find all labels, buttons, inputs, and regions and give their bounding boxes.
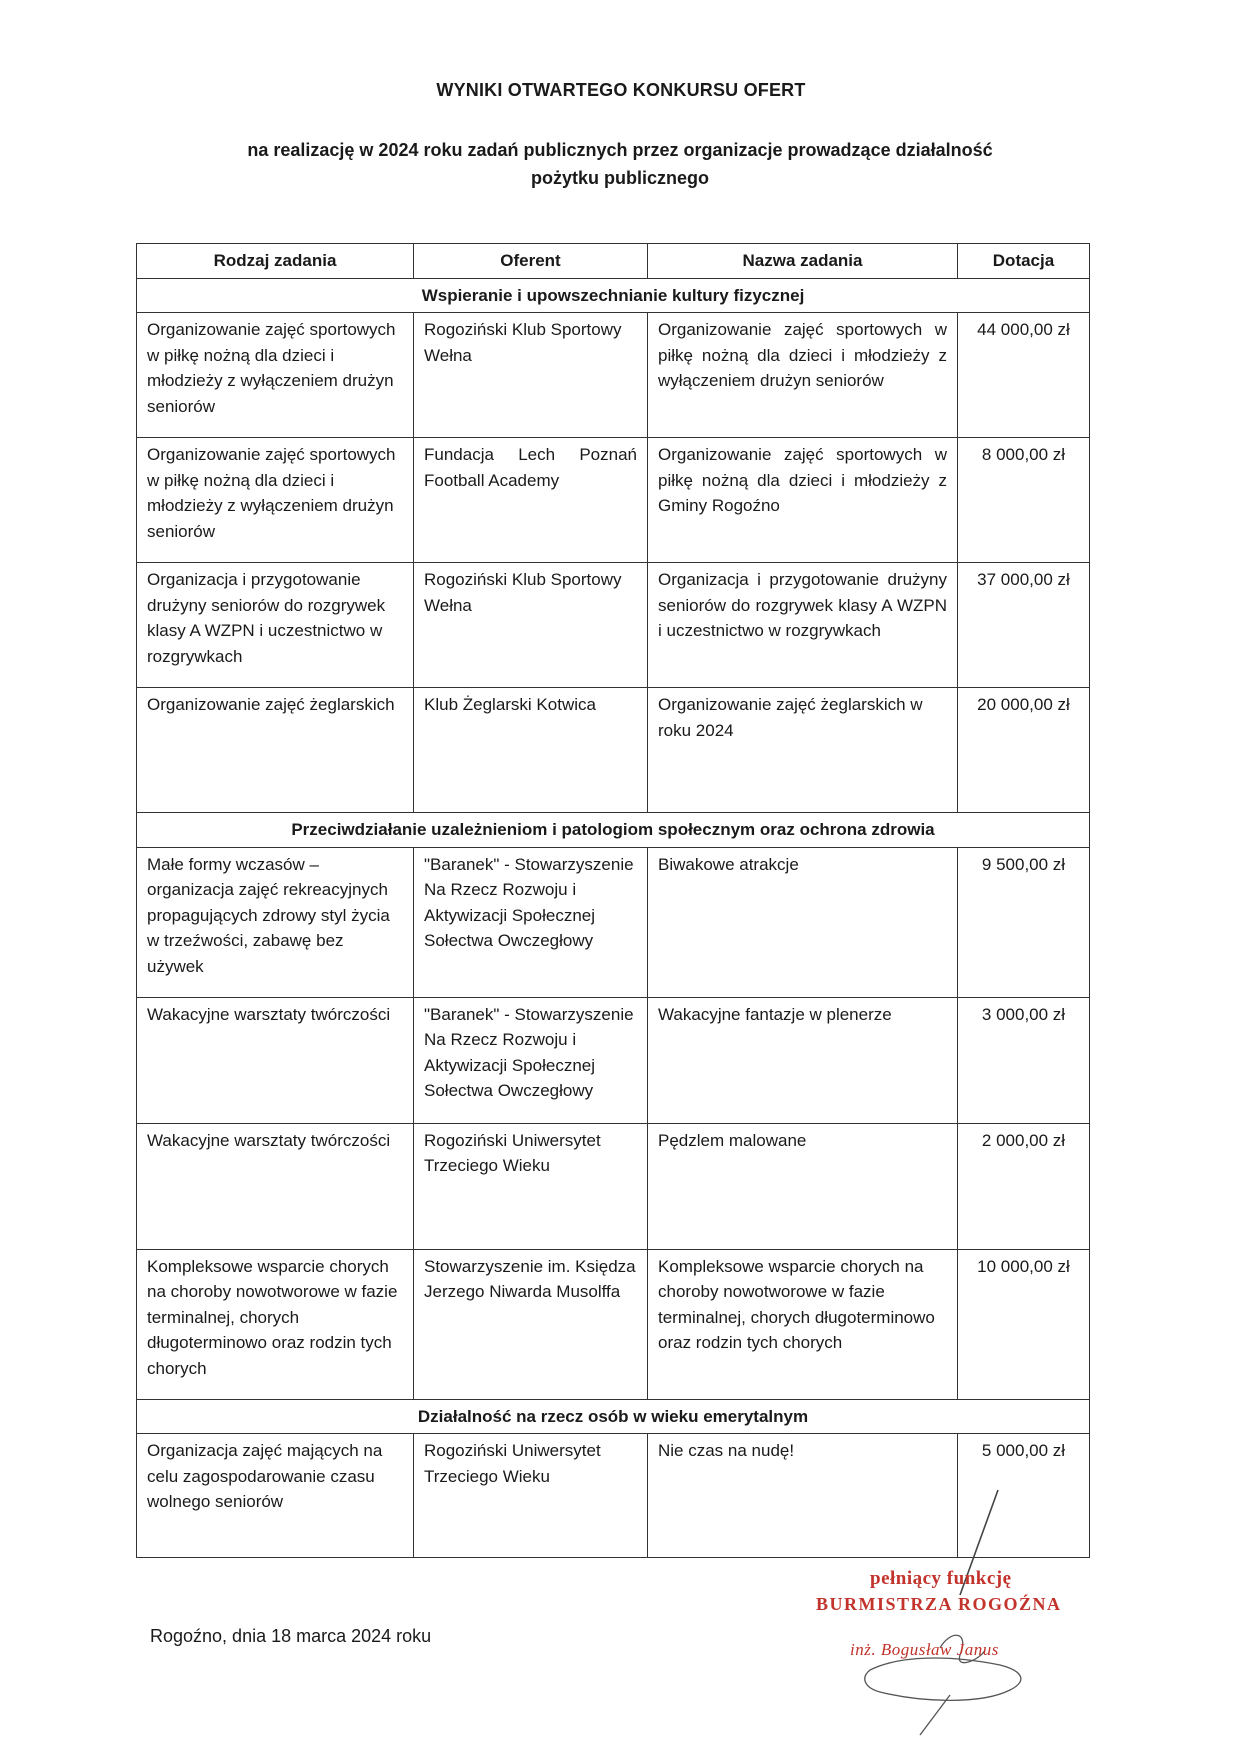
cell-dotacja: 20 000,00 zł <box>958 688 1090 813</box>
cell-oferent: Stowarzyszenie im. Księdza Jerzego Niwarda Musolffa <box>414 1249 648 1399</box>
section-title: Działalność na rzecz osób w wieku emerytalnym <box>137 1399 1090 1434</box>
header-nazwa: Nazwa zadania <box>648 244 958 279</box>
cell-rodzaj: Organizacja zajęć mających na celu zagospodarowanie czasu wolnego seniorów <box>137 1434 414 1558</box>
cell-oferent: "Baranek" - Stowarzyszenie Na Rzecz Rozwoju i Aktywizacji Społecznej Sołectwa Owczegłowy <box>414 997 648 1123</box>
cell-dotacja: 44 000,00 zł <box>958 313 1090 438</box>
table-row <box>137 563 1090 688</box>
cell-nazwa: Organizowanie zajęć sportowych w piłkę nożną dla dzieci i młodzieży z wyłączeniem drużyn seniorów <box>648 313 958 438</box>
cell-dotacja: 3 000,00 zł <box>958 997 1090 1123</box>
cell-dotacja: 9 500,00 zł <box>958 847 1090 997</box>
header-dotacja: Dotacja <box>958 244 1090 279</box>
cell-nazwa: Nie czas na nudę! <box>648 1434 958 1558</box>
cell-rodzaj: Organizowanie zajęć sportowych w piłkę nożną dla dzieci i młodzieży z wyłączeniem drużyn seniorów <box>137 438 414 563</box>
cell-rodzaj: Kompleksowe wsparcie chorych na choroby nowotworowe w fazie terminalnej, chorych długoterminowo oraz rodzin tych chorych <box>137 1249 414 1399</box>
cell-oferent: Klub Żeglarski Kotwica <box>414 688 648 813</box>
cell-dotacja: 10 000,00 zł <box>958 1249 1090 1399</box>
header-rodzaj: Rodzaj zadania <box>137 244 414 279</box>
subtitle-line-2: pożytku publicznego <box>531 168 709 188</box>
official-stamp <box>800 1568 1100 1678</box>
section-row <box>137 813 1090 848</box>
table-header-row <box>137 244 1090 279</box>
cell-nazwa: Kompleksowe wsparcie chorych na choroby nowotworowe w fazie terminalnej, chorych długoterminowo oraz rodzin tych chorych <box>648 1249 958 1399</box>
stamp-line-2: BURMISTRZA ROGOŹNA <box>816 1594 1062 1614</box>
cell-rodzaj: Małe formy wczasów – organizacja zajęć rekreacyjnych propagujących zdrowy styl życia w trzeźwości, zabawę bez używek <box>137 847 414 997</box>
table-row <box>137 847 1090 997</box>
table-row <box>137 688 1090 813</box>
section-title: Przeciwdziałanie uzależnieniom i patologiom społecznym oraz ochrona zdrowia <box>137 813 1090 848</box>
table-row <box>137 1123 1090 1249</box>
cell-oferent: Fundacja Lech Poznań Football Academy <box>414 438 648 563</box>
cell-rodzaj: Wakacyjne warsztaty twórczości <box>137 997 414 1123</box>
stamp-line-1: pełniący funkcję <box>870 1568 1012 1589</box>
cell-nazwa: Biwakowe atrakcje <box>648 847 958 997</box>
document-title: WYNIKI OTWARTEGO KONKURSU OFERT <box>436 80 806 100</box>
cell-nazwa: Organizowanie zajęć sportowych w piłkę nożną dla dzieci i młodzieży z Gminy Rogoźno <box>648 438 958 563</box>
cell-dotacja: 37 000,00 zł <box>958 563 1090 688</box>
cell-dotacja: 5 000,00 zł <box>958 1434 1090 1558</box>
footer-date: Rogoźno, dnia 18 marca 2024 roku <box>150 1626 432 1646</box>
cell-nazwa: Organizacja i przygotowanie drużyny seniorów do rozgrywek klasy A WZPN i uczestnictwo w rozgrywkach <box>648 563 958 688</box>
cell-rodzaj: Organizowanie zajęć sportowych w piłkę nożną dla dzieci i młodzieży z wyłączeniem drużyn seniorów <box>137 313 414 438</box>
document-subtitle <box>150 136 1090 192</box>
results-table <box>136 243 1090 1558</box>
header-oferent: Oferent <box>414 244 648 279</box>
subtitle-line-1: na realizację w 2024 roku zadań publicznych przez organizacje prowadzące działalność <box>247 140 993 160</box>
cell-oferent: Rogoziński Uniwersytet Trzeciego Wieku <box>414 1434 648 1558</box>
cell-nazwa: Pędzlem malowane <box>648 1123 958 1249</box>
section-row <box>137 1399 1090 1434</box>
section-title: Wspieranie i upowszechnianie kultury fizycznej <box>137 278 1090 313</box>
cell-oferent: Rogoziński Klub Sportowy Wełna <box>414 563 648 688</box>
cell-oferent: "Baranek" - Stowarzyszenie Na Rzecz Rozwoju i Aktywizacji Społecznej Sołectwa Owczegłowy <box>414 847 648 997</box>
section-row <box>137 278 1090 313</box>
cell-rodzaj: Organizacja i przygotowanie drużyny seniorów do rozgrywek klasy A WZPN i uczestnictwo w rozgrywkach <box>137 563 414 688</box>
cell-oferent: Rogoziński Uniwersytet Trzeciego Wieku <box>414 1123 648 1249</box>
table-row <box>137 438 1090 563</box>
cell-oferent: Rogoziński Klub Sportowy Wełna <box>414 313 648 438</box>
table-row <box>137 313 1090 438</box>
table-row <box>137 1249 1090 1399</box>
table-row <box>137 997 1090 1123</box>
cell-nazwa: Wakacyjne fantazje w plenerze <box>648 997 958 1123</box>
cell-rodzaj: Wakacyjne warsztaty twórczości <box>137 1123 414 1249</box>
cell-rodzaj: Organizowanie zajęć żeglarskich <box>137 688 414 813</box>
stamp-line-3: inż. Bogusław Janus <box>850 1640 999 1659</box>
cell-nazwa: Organizowanie zajęć żeglarskich w roku 2024 <box>648 688 958 813</box>
cell-dotacja: 2 000,00 zł <box>958 1123 1090 1249</box>
cell-dotacja: 8 000,00 zł <box>958 438 1090 563</box>
